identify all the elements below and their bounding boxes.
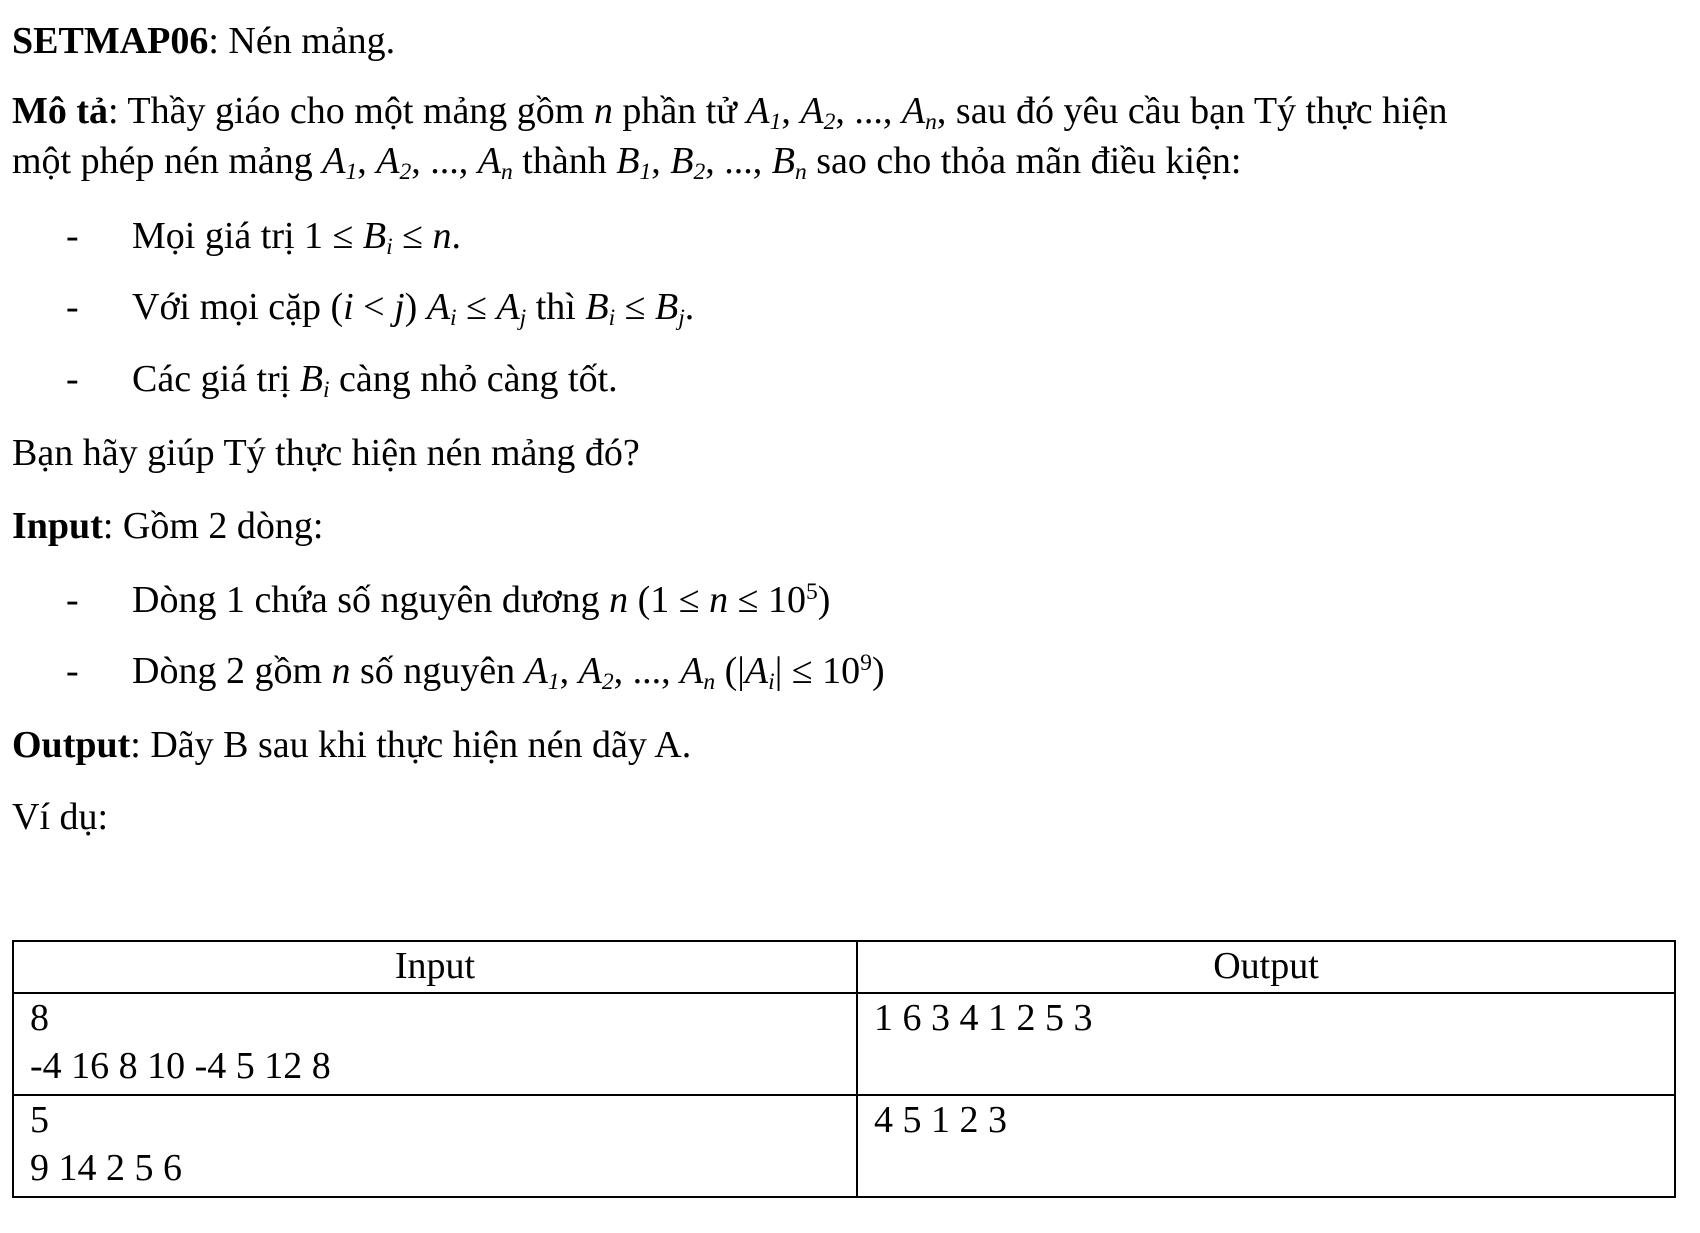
example-table [12, 940, 1676, 1198]
table-header-row [13, 941, 1675, 993]
math-seq-a: $A_1$, $A_2$, ..., $A_n$ [746, 90, 937, 135]
example-input-cell [13, 993, 857, 1095]
input-item [66, 648, 885, 694]
input-item-text: Dòng 2 gồm n số nguyên $A_1$, $A_2$, ..., $A_n$ $(|A_i| \le 10^9)$ [132, 650, 885, 695]
input-label: Input [12, 505, 103, 547]
bullet-dash: - [66, 358, 79, 400]
bullet-dash: - [66, 650, 79, 692]
example-output-cell [857, 1095, 1675, 1197]
example-input-line: 8 [30, 997, 49, 1039]
output-text: : Dãy B sau khi thực hiện nén dãy A. [130, 724, 692, 766]
description-text: , sau đó yêu cầu bạn Tý thực hiện [936, 90, 1448, 132]
math-n: n [593, 90, 613, 132]
table-header-input: Input [13, 941, 857, 993]
example-input-cell [13, 1095, 857, 1197]
input-item-text: Dòng 1 chứa số nguyên dương n $(1 \le n \le 10^5)$ [132, 579, 831, 621]
description-text: : Thầy giáo cho một mảng gồm [108, 90, 594, 132]
condition-item [66, 213, 461, 259]
example-output-line: 4 5 1 2 3 [874, 1099, 1007, 1141]
condition-text: Với mọi cặp (i < j) $A_i \le A_j$ thì $B_i \le B_j$. [132, 286, 695, 331]
math-seq-a: $A_1$, $A_2$, ..., $A_n$ [322, 140, 513, 185]
table-row [13, 993, 1675, 1095]
condition-item [66, 356, 618, 402]
example-input-line: 9 14 2 5 6 [30, 1147, 182, 1189]
question-text: Bạn hãy giúp Tý thực hiện nén mảng đó? [12, 432, 640, 474]
input-heading [12, 503, 323, 549]
output-heading [12, 722, 691, 768]
example-output-line: 1 6 3 4 1 2 5 3 [874, 997, 1093, 1039]
description-text: phần tử [612, 90, 747, 132]
output-label: Output [12, 724, 131, 766]
description-line-1 [12, 88, 1448, 134]
condition-item [66, 284, 694, 330]
description-label: Mô tả [12, 90, 109, 132]
bullet-dash: - [66, 579, 79, 621]
condition-text: Mọi giá trị $1 \le B_i \le n$. [132, 215, 462, 260]
description-text: sao cho thỏa mãn điều kiện: [806, 140, 1242, 182]
problem-heading [12, 18, 395, 64]
problem-code: SETMAP06 [12, 20, 209, 62]
math-seq-b: $B_1$, $B_2$, ..., $B_n$ [616, 140, 807, 185]
table-row [13, 1095, 1675, 1197]
example-input-line: -4 16 8 10 -4 5 12 8 [30, 1045, 331, 1087]
bullet-dash: - [66, 215, 79, 257]
condition-text: Các giá trị $B_i$ càng nhỏ càng tốt. [132, 358, 618, 403]
problem-title: : Nén mảng. [208, 20, 396, 62]
description-line-2 [12, 138, 1242, 184]
bullet-dash: - [66, 286, 79, 328]
table-header-output: Output [857, 941, 1675, 993]
example-input-line: 5 [30, 1099, 49, 1141]
example-output-cell [857, 993, 1675, 1095]
example-label: Ví dụ: [12, 796, 109, 838]
input-text: : Gồm 2 dòng: [102, 505, 324, 547]
description-text: thành [512, 140, 617, 182]
description-text: một phép nén mảng [12, 140, 323, 182]
input-item [66, 577, 830, 623]
